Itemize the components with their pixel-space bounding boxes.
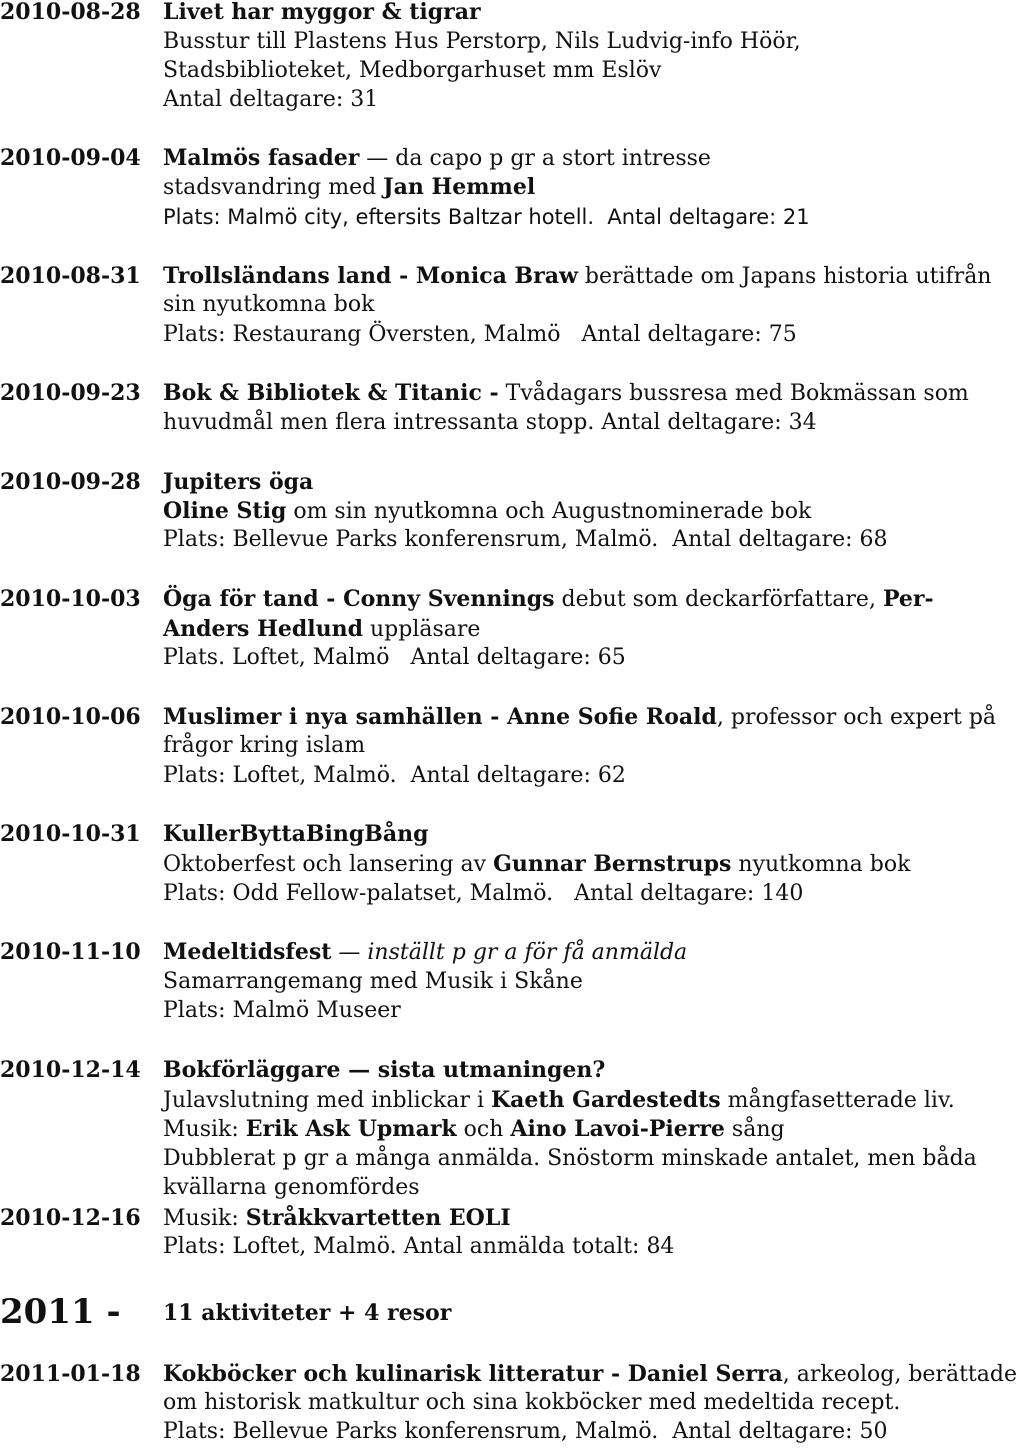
entry-place: Plats. Loftet, Malmö — [163, 645, 390, 670]
entry-title-line — [163, 378, 969, 408]
entry-date: 2010-12-14 — [0, 1057, 141, 1083]
entry-date: 2010-08-28 — [0, 0, 141, 25]
entry-place: Plats: Malmö city, eftersits Baltzar hotell. — [163, 205, 595, 229]
entry-note: Dubblerat p gr a många anmälda. Snöstorm minskade antalet, men båda — [163, 1146, 977, 1171]
entry-description: Samarrangemang med Musik i Skåne — [163, 969, 583, 994]
entry-title: KullerByttaBingBång — [163, 821, 429, 847]
entry-place: Plats: Bellevue Parks konferensrum, Malmö. — [163, 527, 659, 552]
entry-place-line — [163, 320, 797, 350]
entry-person: Anders Hedlund — [163, 616, 363, 642]
entry-description: om historisk matkultur och sina kokböcker med medeltida recept. — [163, 1390, 901, 1415]
entry-music — [163, 1114, 785, 1144]
entry-description: frågor kring islam — [163, 733, 366, 758]
entry-place-line — [163, 1417, 888, 1447]
entry-note: inställt p gr a för få anmälda — [367, 940, 688, 965]
entry-title: Jupiters öga — [163, 469, 314, 495]
entry-title: Trollsländans land - Monica Braw — [163, 263, 578, 289]
entry-attendance: Antal deltagare: 65 — [410, 645, 626, 670]
entry-title: Bokförläggare — [163, 1057, 341, 1083]
entry-title: Muslimer i nya samhällen - Anne Sofie Roald — [163, 704, 717, 730]
entry-description-text: om sin nyutkomna och Augustnominerade bok — [286, 499, 812, 524]
entry-description: sin nyutkomna bok — [163, 292, 375, 317]
entry-description — [163, 496, 811, 526]
entry-description — [163, 849, 910, 879]
entry-attendance: Antal deltagare: 34 — [601, 410, 817, 435]
entry-description-text: uppläsare — [362, 617, 481, 642]
entry-description-text: Oktoberfest och lansering av — [163, 852, 494, 877]
entry-person: Erik Ask Upmark — [245, 1116, 457, 1142]
entry-date: 2011-01-18 — [0, 1361, 141, 1387]
entry-person: Per- — [882, 586, 934, 612]
entry-date: 2010-10-31 — [0, 821, 141, 847]
entry-title-line — [163, 702, 996, 732]
entry-title: Malmös fasader — [163, 145, 360, 171]
entry-date: 2010-09-28 — [0, 469, 141, 495]
entry-title: Öga för tand - Conny Svennings — [163, 586, 555, 612]
entry-attendance: Antal deltagare: 75 — [581, 322, 797, 347]
entry-description-text: debut som deckarförfattare, — [554, 587, 883, 612]
year-summary: 11 aktiviteter + 4 resor — [163, 1300, 452, 1326]
entry-person: Aino Lavoi-Pierre — [510, 1116, 725, 1142]
entry-person: Jan Hemmel — [383, 174, 536, 200]
entry-date: 2010-08-31 — [0, 263, 141, 289]
entry-title-part: sista utmaningen? — [377, 1057, 606, 1083]
entry-description — [163, 1085, 955, 1115]
entry-title: Bok & Bibliotek & Titanic - — [163, 380, 499, 406]
entry-place-line — [163, 1232, 674, 1262]
entry-music-label: Musik: — [163, 1206, 246, 1231]
entry-date: 2010-09-23 — [0, 380, 141, 406]
entry-date: 2010-12-16 — [0, 1205, 141, 1231]
entry-title-line: Medeltidsfest — inställt p gr a för få anmälda — [163, 939, 688, 965]
entry-date: 2010-09-04 — [0, 145, 141, 171]
entry-attendance: Antal deltagare: 140 — [574, 881, 804, 906]
entry-person: Gunnar Bernstrups — [493, 851, 732, 877]
entry-music — [163, 1203, 511, 1233]
entry-place-line — [163, 761, 626, 791]
entry-description-text: nyutkomna bok — [731, 852, 911, 877]
entry-note: kvällarna genomfördes — [163, 1175, 420, 1200]
entry-description-text: sång — [724, 1117, 785, 1142]
entry-place: Plats: Bellevue Parks konferensrum, Malmö. — [163, 1419, 659, 1444]
entry-title-line — [163, 261, 991, 291]
entry-description — [163, 172, 535, 202]
entry-title-line — [163, 1359, 1017, 1389]
entry-description-line — [163, 408, 817, 438]
entry-title: Livet har myggor & tigrar — [163, 0, 481, 25]
entry-place: Plats: Loftet, Malmö. — [163, 1234, 397, 1259]
entry-description — [163, 614, 480, 644]
entry-date: 2010-11-10 — [0, 939, 141, 965]
entry-place: Plats: Loftet, Malmö. — [163, 763, 397, 788]
entry-title-line: Malmös fasader — da capo p gr a stort intresse — [163, 145, 711, 171]
entry-title: Medeltidsfest — [163, 939, 332, 965]
entry-place-line — [163, 202, 810, 232]
entry-description-text: , professor och expert på — [716, 705, 997, 730]
entry-attendance: Antal deltagare: 31 — [163, 87, 379, 112]
entry-attendance: Antal deltagare: 21 — [607, 205, 810, 229]
entry-person: Stråkkvartetten EOLI — [245, 1205, 511, 1231]
entry-description: Busstur till Plastens Hus Perstorp, Nils Ludvig-info Höör, — [163, 29, 801, 54]
entry-attendance: Antal anmälda totalt: 84 — [403, 1234, 675, 1259]
entry-place-line — [163, 643, 626, 673]
entry-place: Plats: Odd Fellow-palatset, Malmö. — [163, 881, 554, 906]
entry-description: huvudmål men flera intressanta stopp. — [163, 410, 595, 435]
entry-place: Plats: Malmö Museer — [163, 998, 401, 1023]
entry-title-line: Bokförläggare — sista utmaningen? — [163, 1057, 606, 1083]
entry-date: 2010-10-06 — [0, 704, 141, 730]
entry-description-text: berättade om Japans historia utifrån — [577, 264, 992, 289]
entry-description-text: och — [456, 1117, 511, 1142]
entry-place: Plats: Restaurang Översten, Malmö — [163, 322, 561, 347]
entry-description-text: Julavslutning med inblickar i — [163, 1088, 491, 1113]
entry-attendance: Antal deltagare: 62 — [410, 763, 626, 788]
entry-description: Stadsbiblioteket, Medborgarhuset mm Eslöv — [163, 58, 662, 83]
entry-title: Kokböcker och kulinarisk litteratur - Daniel Serra — [163, 1361, 783, 1387]
entry-attendance: Antal deltagare: 50 — [672, 1419, 888, 1444]
entry-person: Kaeth Gardestedts — [490, 1087, 721, 1113]
entry-subtitle: da capo p gr a stort intresse — [395, 146, 711, 171]
entry-description-text: Tvådagars bussresa med Bokmässan som — [498, 381, 969, 406]
entry-attendance: Antal deltagare: 68 — [672, 527, 888, 552]
entry-person: Oline Stig — [163, 498, 287, 524]
entry-description-text: stadsvandring med — [163, 175, 384, 200]
entry-place-line — [163, 525, 888, 555]
entry-place-line — [163, 879, 803, 909]
year-heading: 2011 - — [0, 1292, 121, 1332]
entry-description-text: , arkeolog, berättade — [782, 1362, 1017, 1387]
entry-music-label: Musik: — [163, 1117, 246, 1142]
entry-description-text: mångfasetterade liv. — [720, 1088, 955, 1113]
entry-title-line — [163, 584, 934, 614]
entry-date: 2010-10-03 — [0, 586, 141, 612]
